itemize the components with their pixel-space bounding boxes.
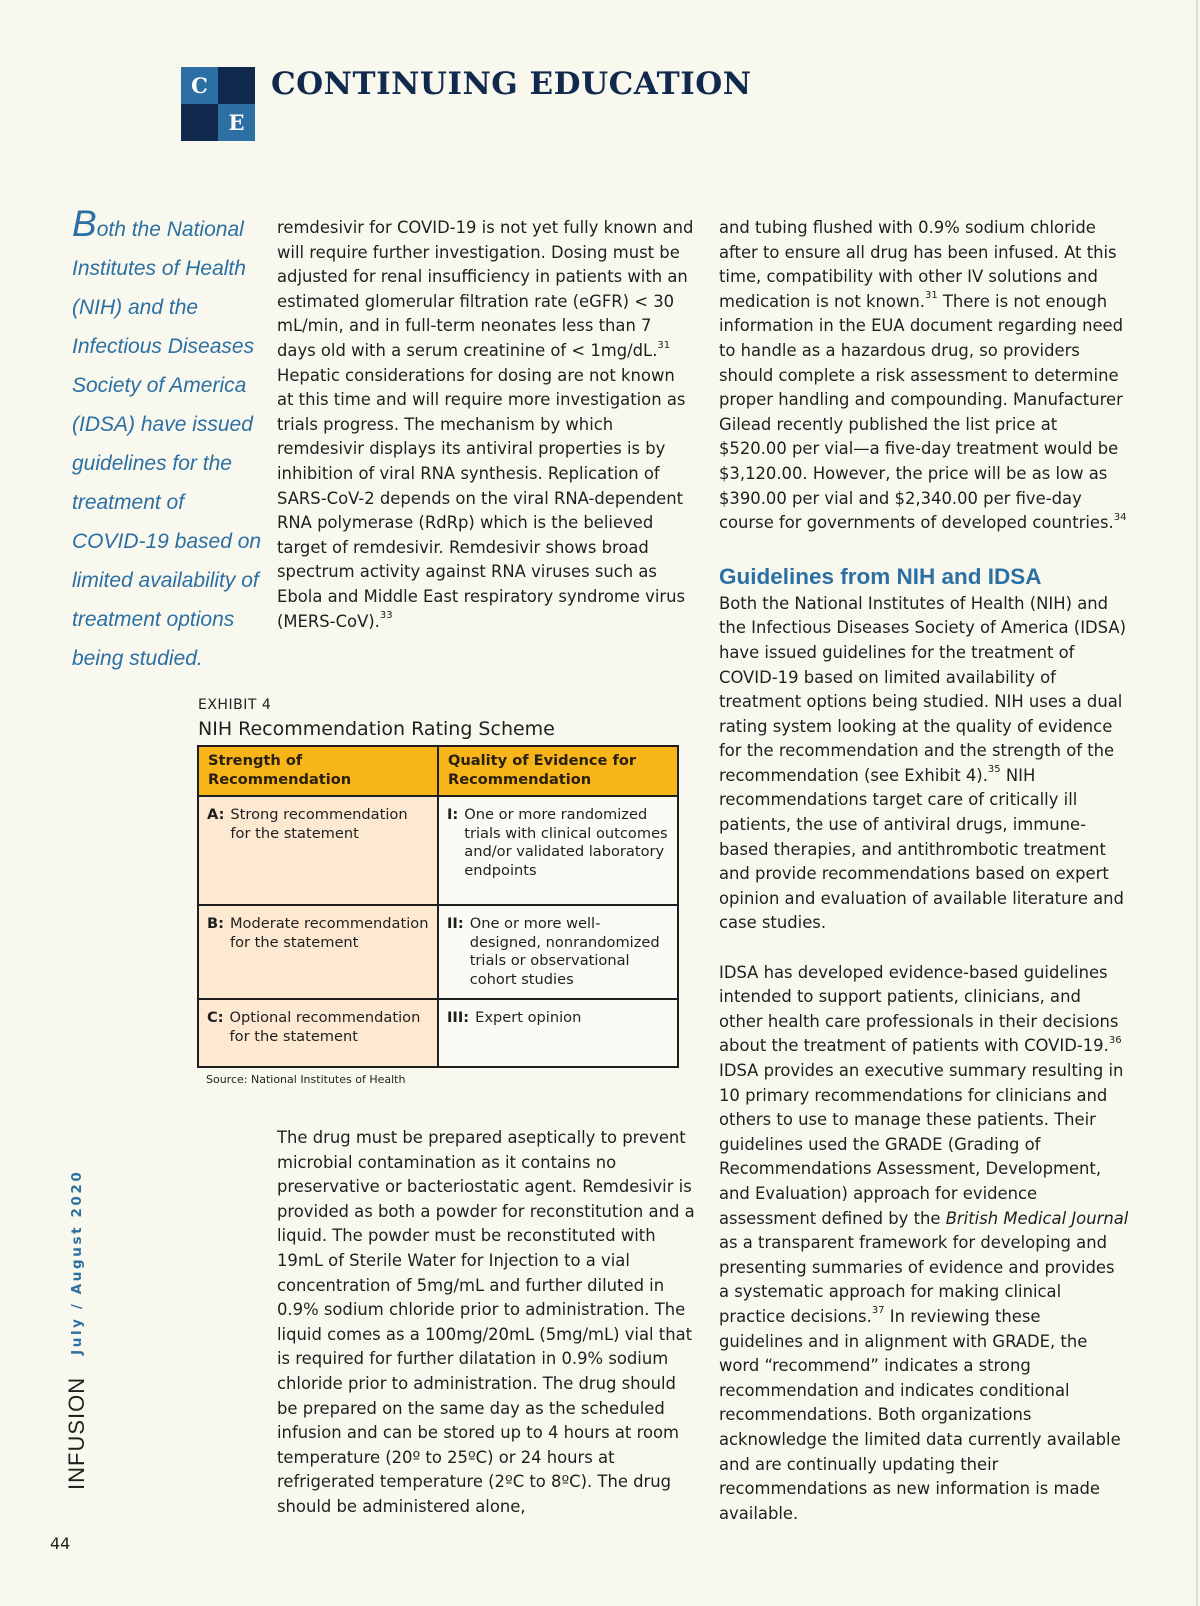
table-row — [198, 796, 678, 905]
page-number: 44 — [50, 1534, 71, 1553]
pull-quote-dropcap: B — [72, 203, 97, 244]
table-row — [198, 999, 678, 1067]
rating-key: B: — [207, 915, 224, 932]
footnote-ref: 31 — [924, 290, 938, 302]
footnote-ref: 34 — [1113, 511, 1127, 523]
journal-title: British Medical Journal — [945, 1208, 1129, 1228]
table-header-row — [198, 746, 678, 796]
paragraph-text: Both the National Institutes of Health (NIH) and the Infectious Diseases Society of America (IDSA) have issued guidelines for the treatment of COVID-19 based on limited availability of treatment options being studied. NIH uses a dual rating system looking at the quality of evidence for the recommendation and the strength of the recommendation (see Exhibit 4). — [719, 593, 1126, 785]
page-edge-divider — [1196, 0, 1198, 1606]
exhibit-title: NIH Recommendation Rating Scheme — [198, 718, 555, 740]
logo-letter-c: C — [181, 67, 218, 104]
paragraph — [719, 961, 1129, 1527]
table-cell — [438, 999, 678, 1067]
table-cell — [198, 796, 438, 905]
rating-text: Expert opinion — [475, 1009, 582, 1026]
exhibit-source: Source: National Institutes of Health — [206, 1073, 406, 1086]
magazine-brand: INFUSION — [64, 1376, 89, 1490]
section-heading: Guidelines from NIH and IDSA — [719, 563, 1042, 589]
issue-date: July / August 2020 — [69, 1169, 85, 1355]
table-cell — [438, 905, 678, 999]
paragraph-text: IDSA has developed evidence-based guidelines intended to support patients, clinicians, and other health care professionals in their decisions about the treatment of patients with COVID-19. — [719, 962, 1119, 1056]
rating-key: A: — [207, 806, 225, 823]
paragraph-text: There is not enough information in the EUA document regarding need to handle as a hazardous drug, so providers should complete a risk assessment to determine proper handling and compounding. Manufacturer Gilead recently published the list price at $520.00 per vial—a five-day treatment would be $3,120.00. However, the price will be as low as $390.00 per vial and $2,340.00 per five-day course for governments of developed countries. — [719, 291, 1124, 533]
section-title: CONTINUING EDUCATION — [271, 66, 752, 102]
paragraph-text: IDSA provides an executive summary resulting in 10 primary recommendations for clinicians and others to use to manage these patients. Their guidelines used the GRADE (Grading of Recommendations Assessment, Development, and Evaluation) approach for evidence assessment defined by the — [719, 1061, 1124, 1228]
paragraph-text: as a transparent framework for developing and presenting summaries of evidence and provides a systematic approach for making clinical practice decisions. — [719, 1233, 1115, 1326]
ce-logo — [181, 67, 255, 141]
paragraph-text: NIH recommendations target care of critically ill patients, the use of antiviral drugs, immune-based therapies, and antithrombotic treatment and provide recommendations based on expert opinion and evaluation of available literature and case studies. — [719, 765, 1124, 933]
footnote-ref: 36 — [1108, 1034, 1122, 1046]
paragraph: The drug must be prepared aseptically to prevent microbial contamination as it contains no preservative or bacteriostatic agent. Remdesivir is provided as both a powder for reconstitution and a liquid. The powder must be reconstituted with 19mL of Sterile Water for Injection to a vial concentration of 5mg/mL and further diluted in 0.9% sodium chloride prior to administration. The liquid comes as a 100mg/20mL (5mg/mL) vial that is required for further dilatation in 0.9% sodium chloride prior to administration. The drug should be prepared on the same day as the scheduled infusion and can be stored up to 4 hours at room temperature (20º to 25ºC) or 24 hours at refrigerated temperature (2ºC to 8ºC). The drug should be administered alone, — [277, 1128, 695, 1516]
rating-key: II: — [447, 915, 464, 932]
vertical-folio — [64, 1170, 90, 1490]
rating-text: One or more randomized trials with clinical outcomes and/or validated laboratory endpoints — [464, 806, 668, 879]
table-cell — [198, 999, 438, 1067]
rating-scheme-table — [197, 745, 679, 1068]
logo-letter-e: E — [218, 104, 255, 141]
column-header-strength: Strength of Recommendation — [198, 746, 438, 796]
rating-key: III: — [447, 1009, 470, 1026]
rating-text: Optional recommendation for the statement — [229, 1009, 421, 1045]
paragraph — [719, 592, 1129, 936]
rating-text: Strong recommendation for the statement — [230, 806, 408, 842]
paragraph-text: and tubing flushed with 0.9% sodium chloride after to ensure all drug has been infused. At this time, compatibility with other IV solutions and medication is not known. — [719, 218, 1117, 311]
paragraph — [719, 216, 1129, 536]
article-column-right — [719, 216, 1129, 1526]
exhibit-label: EXHIBIT 4 — [198, 697, 272, 713]
rating-key: I: — [447, 806, 459, 823]
rating-text: One or more well-designed, nonrandomized trials or observational cohort studies — [469, 915, 660, 988]
rating-text: Moderate recommendation for the statement — [229, 915, 429, 951]
footnote-ref: 33 — [379, 610, 393, 622]
logo-square — [181, 104, 218, 141]
pull-quote-text: oth the National Institutes of Health (NIH) and the Infectious Diseases Society of America (IDSA) have issued guidelines for the treatment of COVID-19 based on limited availability of treatment options being studied. — [72, 218, 262, 670]
footnote-ref: 35 — [987, 764, 1001, 776]
footnote-ref: 37 — [871, 1305, 885, 1317]
article-column-middle-top — [277, 216, 695, 634]
paragraph-gap — [719, 936, 1129, 961]
paragraph-text: remdesivir for COVID-19 is not yet fully known and will require further investigation. Dosing must be adjusted for renal insufficiency in patients with an estimated glomerular filtration rate (eGFR) < 30 mL/min, and in full-term neonates less than 7 days old with a serum creatinine of < 1mg/dL. — [277, 218, 694, 360]
rating-key: C: — [207, 1009, 224, 1026]
paragraph — [277, 216, 695, 634]
article-column-middle-bottom — [277, 1126, 695, 1520]
pull-quote — [72, 204, 262, 678]
table-row — [198, 905, 678, 999]
table-cell — [438, 796, 678, 905]
logo-square — [218, 67, 255, 104]
paragraph-text: In reviewing these guidelines and in alignment with GRADE, the word “recommend” indicates a strong recommendation and indicates conditional recommendations. Both organizations acknowledge the limited data currently available and are continually updating their recommendations as new information is made available. — [719, 1306, 1121, 1523]
table-cell — [198, 905, 438, 999]
column-header-quality: Quality of Evidence for Recommendation — [438, 746, 678, 796]
paragraph-text: Hepatic considerations for dosing are not known at this time and will require more investigation as trials progress. The mechanism by which remdesivir displays its antiviral properties is by inhibition of viral RNA synthesis. Replication of SARS-CoV-2 depends on the viral RNA-dependent RNA polymerase (RdRp) which is the believed target of remdesivir. Remdesivir shows broad spectrum activity against RNA viruses such as Ebola and Middle East respiratory syndrome virus (MERS-CoV). — [277, 365, 686, 631]
footnote-ref: 31 — [657, 339, 671, 351]
